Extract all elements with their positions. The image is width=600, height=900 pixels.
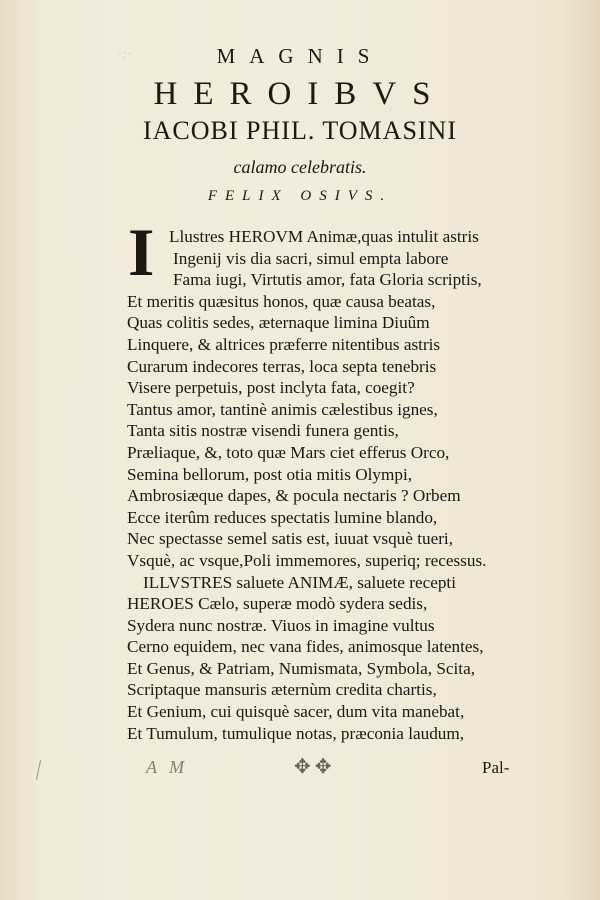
poem-line: Et Genus, & Patriam, Numismata, Symbola, Scita,: [127, 658, 476, 678]
poem-line: Vsquè, ac vsque,Poli immemores, superiq; recessus.: [127, 550, 487, 570]
poem-author: FELIX OSIVS.: [207, 188, 393, 204]
margin-mark: [36, 760, 41, 780]
poem-line: Fama iugi, Virtutis amor, fata Gloria scriptis,: [173, 270, 482, 290]
bleed-through-text: ·:·: [118, 46, 132, 61]
title-author-name: IACOBI PHIL. TOMASINI: [143, 116, 457, 145]
poem-line: Quas colitis sedes, æternaque limina Diuûm: [127, 313, 430, 333]
poem-line: ILLVSTRES saluete ANIMÆ, saluete recepti: [143, 572, 456, 592]
poem-line: Et Tumulum, tumulique notas, præconia laudum,: [127, 723, 465, 743]
poem-line: Visere perpetuis, post inclyta fata, coegit?: [127, 378, 415, 398]
poem-line: Et Genium, cui quisquè sacer, dum vita manebat,: [127, 702, 465, 722]
running-head: MAGNIS: [216, 44, 384, 68]
title-subtitle: calamo celebratis.: [233, 157, 367, 177]
poem-line: Et meritis quæsitus honos, quæ causa beatas,: [127, 291, 436, 311]
poem-line: Præliaque, &, toto quæ Mars ciet efferus Orco,: [127, 442, 450, 462]
poem-line: Nec spectasse semel satis est, iuuat vsquè tueri,: [127, 529, 453, 549]
poem-line: HEROES Cælo, superæ modò sydera sedis,: [127, 594, 428, 614]
poem-line: Curarum indecores terras, loca septa tenebris: [127, 356, 437, 376]
signature-mark: A M: [146, 757, 189, 777]
poem-line: Sydera nunc nostræ. Viuos in imagine vultus: [127, 615, 435, 635]
poem-line: Scriptaque mansuris æternùm credita chartis,: [127, 680, 437, 700]
catchword: Pal-: [482, 758, 510, 777]
title-heroibus: HEROIBVS: [153, 76, 447, 112]
drop-capital: I: [128, 214, 155, 290]
poem-line: Llustres HEROVM Animæ,quas intulit astris: [169, 227, 479, 246]
poem-line: Semina bellorum, post otia mitis Olympi,: [127, 464, 413, 484]
poem-line: Cerno equidem, nec vana fides, animosque latentes,: [127, 637, 484, 657]
poem-line: Ingenij vis dia sacri, simul empta labore: [173, 248, 449, 268]
poem-text: [127, 226, 567, 744]
poem-line: Linquere, & altrices præferre nitentibus astris: [127, 334, 441, 354]
poem-line: Tanta sitis nostræ visendi funera gentis,: [127, 421, 399, 441]
poem-line: Ecce iterûm reduces spectatis lumine blando,: [127, 507, 438, 527]
poem-line: Tantus amor, tantinè animis cælestibus ignes,: [127, 399, 438, 419]
fleuron-ornament: ✥✥: [294, 756, 336, 778]
poem-line: Ambrosiæque dapes, & pocula nectaris ? Orbem: [127, 486, 461, 506]
